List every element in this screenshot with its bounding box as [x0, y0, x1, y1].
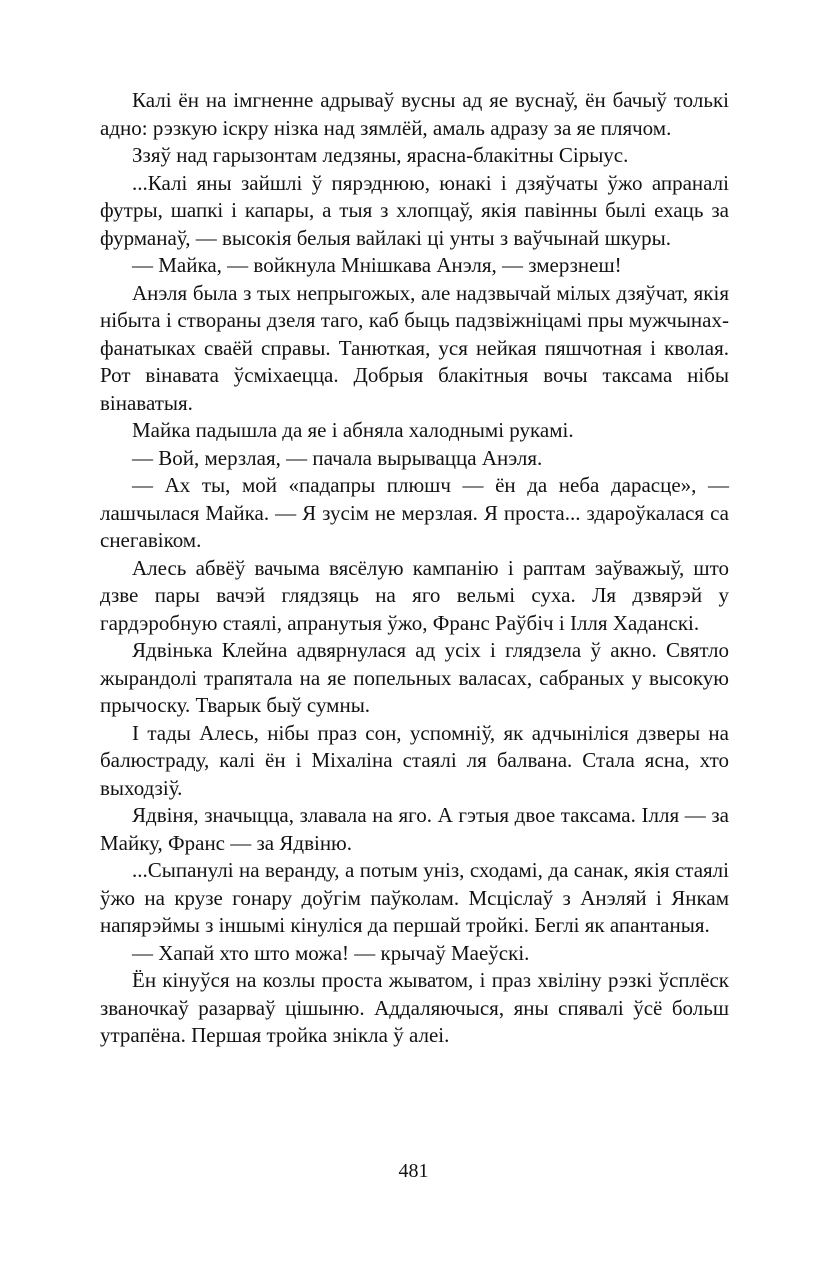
paragraph: ...Калі яны зайшлі ў пярэднюю, юнакі і дзяўчаты ўжо апраналі футры, шапкі і капары, а тыя з хлопцаў, якія павінны былі ехаць за фурманаў, — высокія белыя вайлакі ці унты з ваўчынай шкуры. — [100, 170, 729, 250]
paragraph: Алесь абвёў вачыма вясёлую кампанію і раптам заўважыў, што дзве пары вачэй глядзяць на яго вельмі суха. Ля дзвярэй у гардэробную стаялі, апранутыя ўжо, Франс Раўбіч і Ілля Хаданскі. — [100, 555, 729, 635]
paragraph: — Майка, — войкнула Мнішкава Анэля, — змерзнеш! — [132, 253, 622, 277]
paragraph: Ён кінуўся на козлы проста жыватом, і праз хвіліну рэзкі ўсплёск званочкаў разарваў цішыню. Аддаляючыся, яны спявалі ўсё больш утрапёна. Першая тройка знікла ў алеі. — [100, 968, 729, 1047]
text-block — [100, 87, 729, 1050]
paragraph: — Вой, мерзлая, — пачала вырывацца Анэля. — [132, 445, 543, 470]
paragraph: ...Сыпанулі на веранду, а потым уніз, сходамі, да санак, якія стаялі ўжо на крузе гонару доўгім паўколам. Мсціслаў з Анэляй і Янкам напярэймы з іншымі кінуліся да першай тройкі. Беглі як апантаныя. — [100, 858, 729, 937]
paragraph: Анэля была з тых непрыгожых, але надзвычай мілых дзяўчат, якія нібыта і створаны дзеля таго, каб быць падзвіжніцамі пры мужчынах-фанатыках сваёй справы. Танюткая, уся нейкая пяшчотная і кволая. Рот вінавата ўсміхаецца. Добрыя блакітныя вочы таксама нібы вінаватыя. — [100, 280, 729, 415]
paragraph: Ззяў над гарызонтам ледзяны, ярасна-блакітны Сірыус. — [132, 143, 629, 167]
paragraph: Ядвінька Клейна адвярнулася ад усіх і глядзела ў акно. Святло жырандолі трапятала на яе попельных валасах, сабраных у высокую прычоску. Тварык быў сумны. — [100, 638, 729, 717]
paragraph: Ядвіня, значыцца, злавала на яго. А гэтыя двое таксама. Ілля — за Майку, Франс — за Ядвіню. — [100, 803, 729, 855]
paragraph: — Хапай хто што можа! — крычаў Маеўскі. — [132, 940, 530, 965]
paragraph: Калі ён на імгненне адрываў вусны ад яе вуснаў, ён бачыў толькі адно: рэзкую іскру нізка над зямлёй, амаль адразу за яе плячом. — [100, 88, 729, 140]
page-number: 481 — [398, 1160, 429, 1182]
paragraph: — Ах ты, мой «падапры плюшч — ён да неба дарасце», — лашчылася Майка. — Я зусім не мерзлая. Я проста... здароўкалася са снегавіком. — [100, 473, 729, 552]
paragraph: Майка падышла да яе і абняла халоднымі рукамі. — [132, 418, 574, 442]
paragraph: І тады Алесь, нібы праз сон, успомніў, як адчыніліся дзверы на балюстраду, калі ён і Міхаліна стаялі ля балвана. Стала ясна, хто выходзіў. — [100, 720, 729, 800]
